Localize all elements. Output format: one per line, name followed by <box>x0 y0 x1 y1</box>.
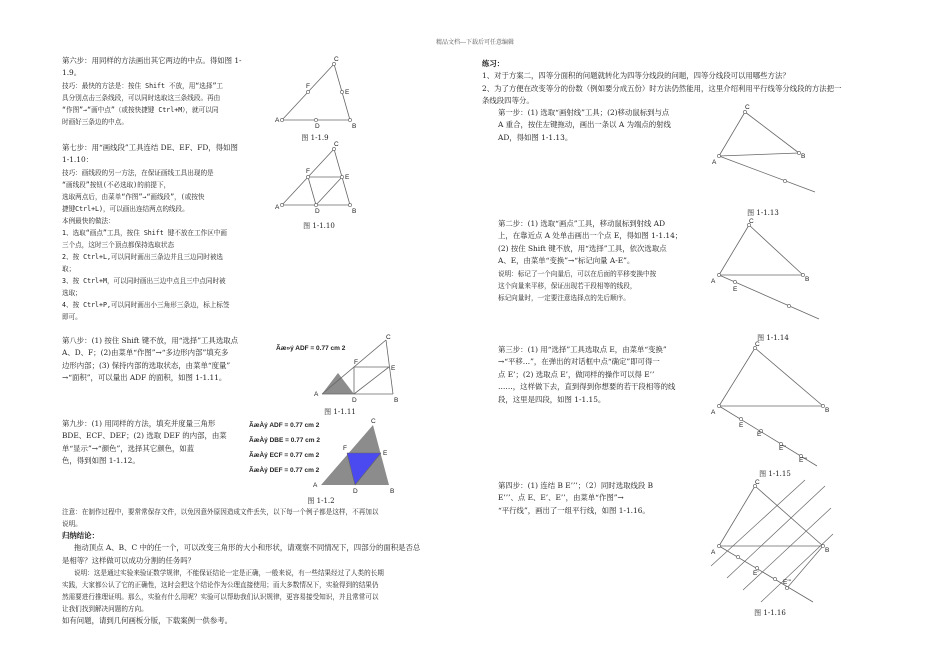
figure-1-1-14 <box>705 215 825 327</box>
adf-fill <box>322 373 354 394</box>
step9-block <box>62 418 252 468</box>
s2-line: A、E，由菜单“变换”→“标记向量 A-E”。 <box>498 256 635 266</box>
step7-line: 第七步：用“画线段”工具连结 DE、EF、FD，得如图 <box>62 143 238 152</box>
fastest-line: 即可。 <box>62 312 82 321</box>
s2-line: 上，在靠近点 A 处单击画出一个点 E，得如图 1-1.14； <box>498 231 683 241</box>
label-c: C <box>371 418 376 425</box>
question-line: 2、为了方便在改变等分的份数（例如要分成五份）时方法仍然能用，这里介绍利用平行线等分线段的方法把一 <box>482 83 842 93</box>
label-e: E <box>391 365 396 372</box>
label-e: E <box>733 286 738 293</box>
explain-line: 说明：这是通过实验来验证数学规律，不能保证结论一定是正确，一般来说，有一些结果经过了人类的长期 <box>74 569 384 578</box>
fastest-line: 4、按 Ctrl+P,可以同时画出小三角形三条边，标上标签 <box>62 300 230 309</box>
label-a: A <box>314 391 319 398</box>
label-e: E <box>345 174 350 181</box>
tip7-line: 技巧：画线段的另一方法，在保证画线工具出现的是 <box>62 168 214 177</box>
fastest-line: 取； <box>62 264 76 273</box>
step8-line: →“面积”，可以量出 ADF 的面积，如图 1-1.11。 <box>62 373 227 383</box>
caption-1-1-16: 图 1-1.16 <box>754 609 786 617</box>
caption-1-1-11: 图 1-1.11 <box>324 408 356 416</box>
step8-block <box>62 335 274 385</box>
label-d: D <box>315 123 320 130</box>
tip6-line: 时画好三条边的中点。 <box>62 117 128 126</box>
label-c: C <box>749 218 754 225</box>
label-b: B <box>352 123 357 130</box>
tip7-line: 捷键Ctrl+L)，可以画出连结两点的线段。 <box>62 204 189 213</box>
figure-1-1-16 <box>705 478 835 608</box>
caption-1-1-12: 图 1-1.2 <box>307 497 335 505</box>
figure-1-1-9 <box>268 52 368 132</box>
practice-block <box>482 58 892 108</box>
label-e-double-prime: E'' <box>779 445 786 452</box>
note-line: 注意：在制作过程中，要常常保存文件，以免因意外原因造成文件丢失，以下每一个例子都是这样，不再加以 <box>62 508 379 516</box>
label-b: B <box>825 547 830 554</box>
s1-line: A 重合，按住左键拖动，画出一条以 A 为端点的射线 <box>498 120 671 130</box>
s3-line: ……，这样做下去，直到得到你想要的若干段相等的线 <box>498 382 676 392</box>
s4-line: 第四步：(1) 连结 B E’’’；（2）同时选取线段 B <box>498 481 654 490</box>
label-e: E <box>739 422 744 429</box>
label-a: A <box>275 117 280 124</box>
step7-line: 1-1.10： <box>62 155 94 165</box>
tip7-line: “画线段”按钮(不必选取)的前提下， <box>62 180 171 189</box>
caption-1-1-13: 图 1-1.13 <box>747 209 779 217</box>
fastest-line: 1、选取“画点”工具，按住 Shift 键不放在工作区中画 <box>62 228 227 237</box>
step7-block <box>62 142 274 323</box>
fastest-line: 3、按 Ctrl+M，可以同时画出三边中点且三中点同时被 <box>62 276 226 285</box>
caption-1-1-14: 图 1-1.14 <box>757 334 789 342</box>
label-b: B <box>805 276 810 283</box>
figure-1-1-12 <box>245 415 405 495</box>
tip6-line: “作图”→“画中点”（或按快捷键 Ctrl+M），就可以同 <box>62 105 219 114</box>
summary-block <box>62 506 472 628</box>
label-c: C <box>745 104 750 111</box>
step6-line: 第六步：用同样的方法画出其它两边的中点。得如图 1- <box>62 56 242 65</box>
caption-1-1-10: 图 1-1.10 <box>303 222 335 230</box>
label-a: A <box>711 278 716 285</box>
label-e: E <box>345 89 350 96</box>
label-a: A <box>711 409 716 416</box>
caption-1-1-15: 图 1-1.15 <box>759 470 791 478</box>
question-line: 条线段四等分。 <box>482 96 534 106</box>
step6-line: 1.9。 <box>62 68 82 78</box>
measure-def: ÃæÀý DEF = 0.77 cm 2 <box>249 467 320 474</box>
label-b: B <box>352 208 357 215</box>
fastest-line: 选取； <box>62 288 82 297</box>
s2-note-line: 说明：标记了一个向量后，可以在后面的平移变换中按 <box>498 269 657 278</box>
s1-line: AD，得如图 1-1.13。 <box>498 132 573 142</box>
label-d: D <box>315 208 320 215</box>
label-a: A <box>711 549 716 556</box>
s3-line: 第三步：(1) 用“选择”工具选取点 E，由菜单“变换” <box>498 345 667 354</box>
label-a: A <box>313 482 318 489</box>
tip6-line: 技巧：最快的方法是：按住 Shift 不放，用“选择”工 <box>62 81 224 90</box>
measure-ecf: ÃæÀý ECF = 0.77 cm 2 <box>249 452 320 459</box>
step9-line: 色，得到如图 1-1.12。 <box>62 456 140 466</box>
s4-block <box>498 480 708 517</box>
label-c: C <box>386 334 391 341</box>
step8-line: 第八步：(1) 按住 Shift 键不放，用“选择”工具选取点 <box>62 336 238 345</box>
s3-line: 点 E’；(2) 选取点 E’，做同样的操作可以得 E’’ <box>498 369 655 379</box>
note-line: 说明。 <box>62 520 82 528</box>
question-line: 1、对于方案二，四等分面积的问题就转化为四等分线段的问题，四等分线段可以用哪些方法？ <box>482 71 790 81</box>
s2-note-line: 这个向量来平移，保证出现若干段相等的线段， <box>498 281 637 290</box>
measure-dbe: ÃæÀý DBE = 0.77 cm 2 <box>249 437 320 444</box>
fastest-line: 三个点，这时三个顶点都保持选取状态 <box>62 240 175 249</box>
label-f: F <box>343 445 347 452</box>
s3-block <box>498 344 708 406</box>
label-b: B <box>801 153 806 160</box>
label-d: D <box>352 397 357 404</box>
figure-1-1-13 <box>705 100 825 205</box>
label-b: B <box>394 397 399 404</box>
s3-line: →“平移…”，在弹出的对话框中点“确定”即可得一 <box>498 357 660 367</box>
explain-line: 然需要进行推理证明。那么，实验有什么用呢？实验可以帮助我们认识规律，更容易接受知识，并且常常可以 <box>62 593 379 602</box>
label-b: B <box>390 488 395 495</box>
explain-line: 让我们找到解决问题的方向。 <box>62 605 148 614</box>
label-e-triple-prime: E''' <box>783 579 792 586</box>
measure-adf: ÃæÀý ADF = 0.77 cm 2 <box>249 422 320 429</box>
label-f: F <box>306 83 310 90</box>
label-e-prime: E' <box>753 570 759 577</box>
label-e-triple-prime: E''' <box>799 457 808 464</box>
label-c: C <box>334 56 339 63</box>
step8-line: 边形内部；(3) 保持内部的选取状态，由菜单“度量” <box>62 360 231 370</box>
step9-line: BDE、ECF、DEF；(2) 选取 DEF 的内部，由菜 <box>62 431 227 441</box>
figure-1-1-11 <box>268 332 408 410</box>
summary-title: 归纳结论： <box>62 531 99 540</box>
step6-block <box>62 55 274 128</box>
tip6-line: 具分别点击三条线段，可以同时选取这三条线段。再由 <box>62 93 221 102</box>
s2-line: (2) 按住 Shift 键不放，用“选择”工具，依次选取点 <box>498 243 667 253</box>
label-a: A <box>275 204 280 211</box>
tip7-line: 选取两点后，由菜单“作图”→“画线段”，(或按快 <box>62 192 205 201</box>
figure-1-1-10 <box>268 137 368 217</box>
s1-block <box>498 107 708 144</box>
step9-line: 第九步：(1) 用同样的方法，填充并度量三角形 <box>62 419 216 428</box>
fastest-title: 本例最快的做法： <box>62 216 115 225</box>
summary-line: 拖动顶点 A、B、C 中的任一个，可以改变三角形的大小和形状，请观察不同情况下，四部分的面积是否总 <box>74 543 421 553</box>
label-f: F <box>306 168 310 175</box>
label-c: C <box>755 341 760 348</box>
figure-1-1-15 <box>705 340 830 470</box>
page-header: 精品文档---下载后可任意编辑 <box>435 39 515 46</box>
s4-line: “平行线”，画出了一组平行线，如图 1-1.16。 <box>498 505 650 515</box>
step8-line: A、D、F；(2)由菜单“作图”→“多边形内部”填充多 <box>62 348 229 358</box>
summary-line: 是相等？这样做可以成功分割的任务吗？ <box>62 555 196 565</box>
label-e: E <box>383 450 388 457</box>
label-c: C <box>334 141 339 148</box>
s2-note-line: 标记向量时，一定要注意选择点的先后顺序。 <box>498 293 630 302</box>
explain-line: 实践，大家都公认了它的正确性，这时会把这个结论作为公理直接使用；而大多数情况下，实验得到的结果仍 <box>62 581 379 590</box>
s2-block <box>498 218 708 304</box>
measure-adf: Ãæ»ý ADF = 0.77 cm 2 <box>276 345 346 352</box>
s3-line: 段，这里是四段，如图 1-1.15。 <box>498 394 606 404</box>
label-f: F <box>354 359 358 366</box>
s1-line: 第一步：(1) 选取“画射线”工具；(2)移动鼠标到与点 <box>498 108 670 117</box>
label-c: C <box>755 479 760 486</box>
label-b: B <box>825 407 830 414</box>
label-e-prime: E' <box>757 431 763 438</box>
ask-line: 如有问题，请到几何画板分版，下载案例一供参考。 <box>62 616 232 626</box>
fastest-line: 2、按 Ctrl+L,可以同时画出三条边并且三边同时被选 <box>62 252 224 261</box>
step9-line: 单“显示”→“颜色”，选择其它颜色，如蓝 <box>62 443 195 453</box>
practice-title: 练习： <box>482 59 505 68</box>
label-a: A <box>712 159 717 166</box>
s4-line: E’’’、点 E、E’、E’’，由菜单“作图”→ <box>498 493 624 503</box>
s2-line: 第二步：(1) 选取“画点”工具，移动鼠标到射线 AD <box>498 219 666 228</box>
caption-1-1-9: 图 1-1.9 <box>301 134 329 142</box>
label-d: D <box>353 488 358 495</box>
